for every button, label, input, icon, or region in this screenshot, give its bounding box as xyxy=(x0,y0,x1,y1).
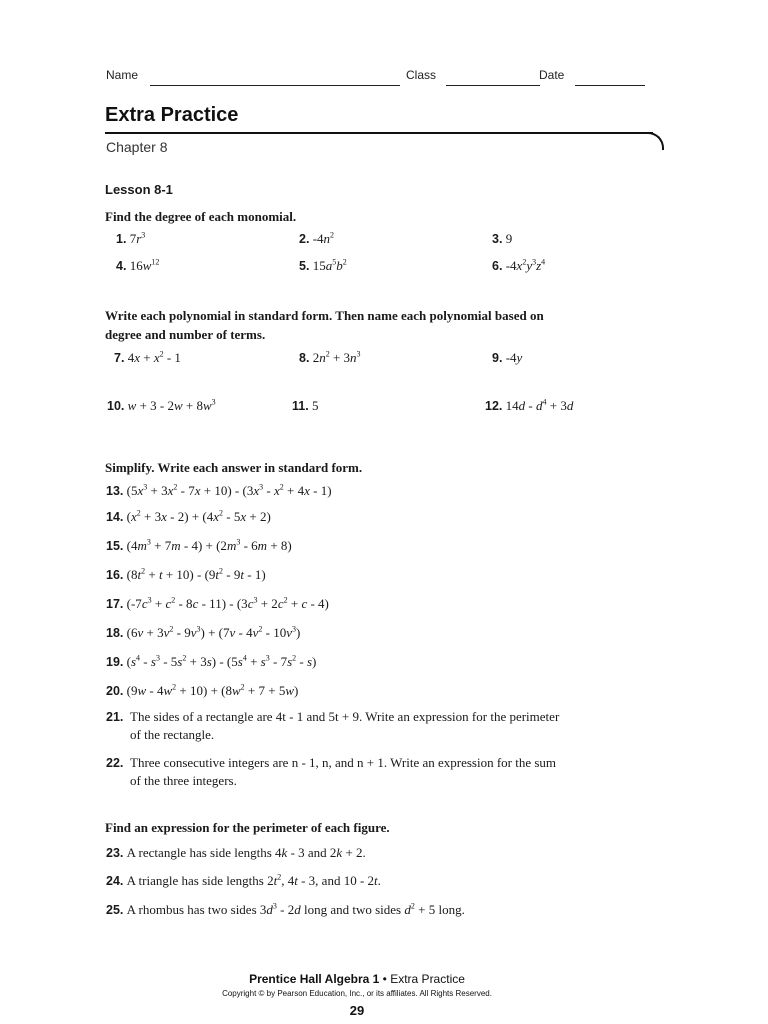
instruction-perimeter: Find an expression for the perimeter of each figure. xyxy=(105,820,390,835)
problem-10: 10. $w + 3 - 2w + 8w^3$ xyxy=(107,397,216,413)
problem-18: 18. $(6v + 3v^2 - 9v^3) + (7v - 4v^2 - 10v^3)$ xyxy=(106,624,301,640)
lesson-heading: Lesson 8-1 xyxy=(105,182,173,197)
problem-24: 24. A triangle has side lengths $2t^2$, 4t - 3, and 10 - 2t. xyxy=(106,872,381,888)
problem-23: 23. A rectangle has side lengths 4k - 3 and 2k + 2. xyxy=(106,845,366,860)
problem-12: 12. $14d - d^4 + 3d$ xyxy=(485,397,574,413)
problem-25: 25. A rhombus has two sides $3d^3 - 2d$ long and two sides $d^2 + 5$ long. xyxy=(106,901,465,917)
footer-title xyxy=(0,972,714,986)
footer-book: Prentice Hall Algebra 1 xyxy=(249,972,380,986)
problem-17: 17. $(-7c^3 + c^2 - 8c - 11) - (3c^3 + 2c^2 + c - 4)$ xyxy=(106,595,329,611)
page-title: Extra Practice xyxy=(105,104,239,126)
problem-22-number: 22. xyxy=(106,756,124,770)
chapter-label: Chapter 8 xyxy=(106,139,168,155)
problem-4: 4. $16w^{12}$ xyxy=(116,257,160,273)
problem-3: 3. 9 xyxy=(492,231,513,246)
problem-11: 11. 5 xyxy=(292,398,319,413)
problem-7: 7. $4x + x^2 - 1$ xyxy=(114,349,181,365)
problem-5: 5. $15a^5b^2$ xyxy=(299,257,347,273)
date-field[interactable] xyxy=(575,85,645,86)
instruction-standard-line2: degree and number of terms. xyxy=(105,327,266,342)
footer-section: Extra Practice xyxy=(390,972,465,986)
problem-22 xyxy=(130,754,610,790)
instruction-degree: Find the degree of each monomial. xyxy=(105,209,297,224)
problem-8: 8. $2n^2 + 3n^3$ xyxy=(299,349,361,365)
problem-22-line2: of the three integers. xyxy=(130,773,237,788)
problem-9: 9. -4y xyxy=(492,350,523,365)
name-field[interactable] xyxy=(150,85,400,86)
problem-1: 1. $7r^3$ xyxy=(116,230,146,246)
title-rule xyxy=(105,132,653,134)
problem-22-line1: Three consecutive integers are n - 1, n, and n + 1. Write an expression for the sum xyxy=(130,755,557,770)
problem-16: 16. $(8t^2 + t + 10) - (9t^2 - 9t - 1)$ xyxy=(106,566,266,582)
class-label: Class xyxy=(406,68,437,82)
problem-21-line2: of the rectangle. xyxy=(130,727,215,742)
problem-2: 2. $-4n^2$ xyxy=(299,230,335,246)
problem-21-line1: The sides of a rectangle are 4t - 1 and 5t + 9. Write an expression for the perimeter xyxy=(130,709,560,724)
problem-20: 20. $(9w - 4w^2 + 10) + (8w^2 + 7 + 5w)$ xyxy=(106,682,299,698)
problem-13: 13. $(5x^3 + 3x^2 - 7x + 10) - (3x^3 - x^2 + 4x - 1)$ xyxy=(106,482,332,498)
date-label: Date xyxy=(539,68,565,82)
problem-21-number: 21. xyxy=(106,710,124,724)
title-rule-curve xyxy=(640,132,664,150)
footer-bullet: • xyxy=(379,972,391,986)
class-field[interactable] xyxy=(446,85,540,86)
problem-19: 19. $(s^4 - s^3 - 5s^2 + 3s) - (5s^4 + s^3 - 7s^2 - s)$ xyxy=(106,653,317,669)
instruction-simplify: Simplify. Write each answer in standard form. xyxy=(105,460,363,475)
problem-15: 15. $(4m^3 + 7m - 4) + (2m^3 - 6m + 8)$ xyxy=(106,537,292,553)
problem-6: 6. $-4x^2y^3z^4$ xyxy=(492,257,546,273)
page-number: 29 xyxy=(349,1003,365,1018)
name-label: Name xyxy=(106,68,139,82)
problem-21 xyxy=(130,708,610,744)
problem-14: 14. $(x^2 + 3x - 2) + (4x^2 - 5x + 2)$ xyxy=(106,508,271,524)
footer-copyright: Copyright © by Pearson Education, Inc., or its affiliates. All Rights Reserved. xyxy=(222,989,492,998)
instruction-standard-line1: Write each polynomial in standard form. Then name each polynomial based on xyxy=(105,308,544,323)
